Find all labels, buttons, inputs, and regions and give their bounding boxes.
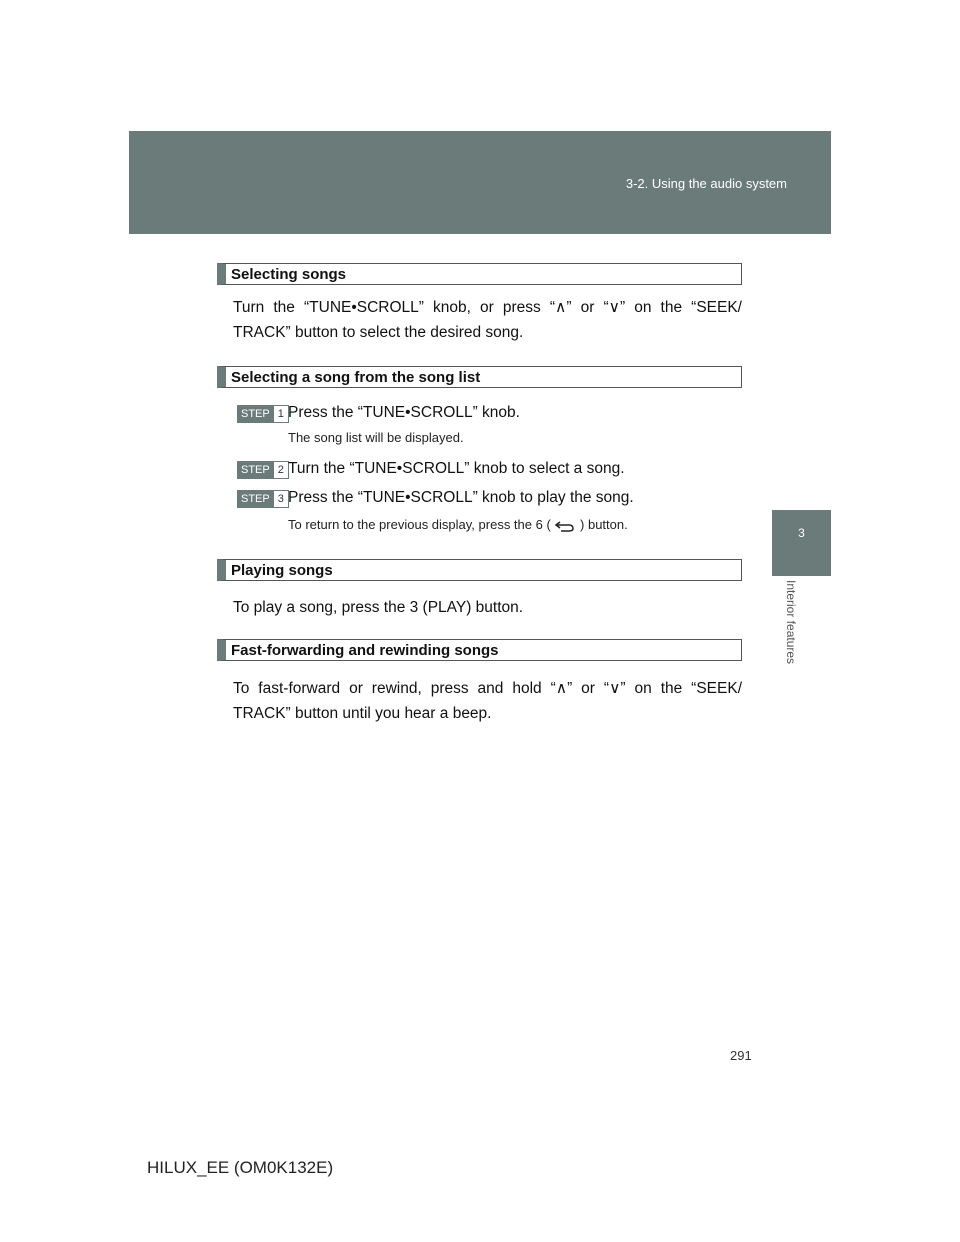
chapter-tab-label: Interior features — [784, 580, 798, 665]
paragraph: To play a song, press the 3 (PLAY) button. — [233, 599, 524, 616]
footer-model-code: HILUX_EE (OM0K132E) — [147, 1158, 334, 1177]
page-number: 291 — [730, 1048, 752, 1063]
step-badge: STEP 3 — [237, 490, 289, 508]
step-badge: STEP 1 — [237, 405, 289, 423]
step-note: The song list will be displayed. — [288, 430, 464, 445]
step-text: Press the “TUNE•SCROLL” knob to play the song. — [288, 489, 634, 506]
step-text: Turn the “TUNE•SCROLL” knob to select a song. — [288, 460, 625, 477]
header-band — [129, 131, 831, 234]
chapter-tab-number: 3 — [798, 526, 805, 540]
step-text: Press the “TUNE•SCROLL” knob. — [288, 404, 520, 421]
paragraph: Turn the “TUNE•SCROLL” knob, or press “∧” or “∨” on the “SEEK/ TRACK” button to select the desired song. — [233, 299, 742, 341]
step-badge: STEP 2 — [237, 461, 289, 479]
section-heading-playing-songs — [217, 559, 742, 581]
chapter-heading: 3-2. Using the audio system — [625, 176, 787, 191]
section-title: Selecting songs — [231, 266, 347, 283]
section-heading-fast-forward — [217, 639, 742, 661]
paragraph: To fast-forward or rewind, press and hold “∧” or “∨” on the “SEEK/ TRACK” button until you hear a beep. — [233, 680, 742, 722]
section-heading-song-list — [217, 366, 742, 388]
back-arrow-icon — [554, 519, 576, 533]
chapter-tab — [772, 510, 831, 576]
section-heading-selecting-songs — [217, 263, 742, 285]
section-title: Fast-forwarding and rewinding songs — [231, 642, 499, 659]
step-note: To return to the previous display, press the 6 ( ) button. — [288, 517, 628, 532]
section-title: Playing songs — [231, 562, 333, 579]
section-title: Selecting a song from the song list — [231, 369, 481, 386]
